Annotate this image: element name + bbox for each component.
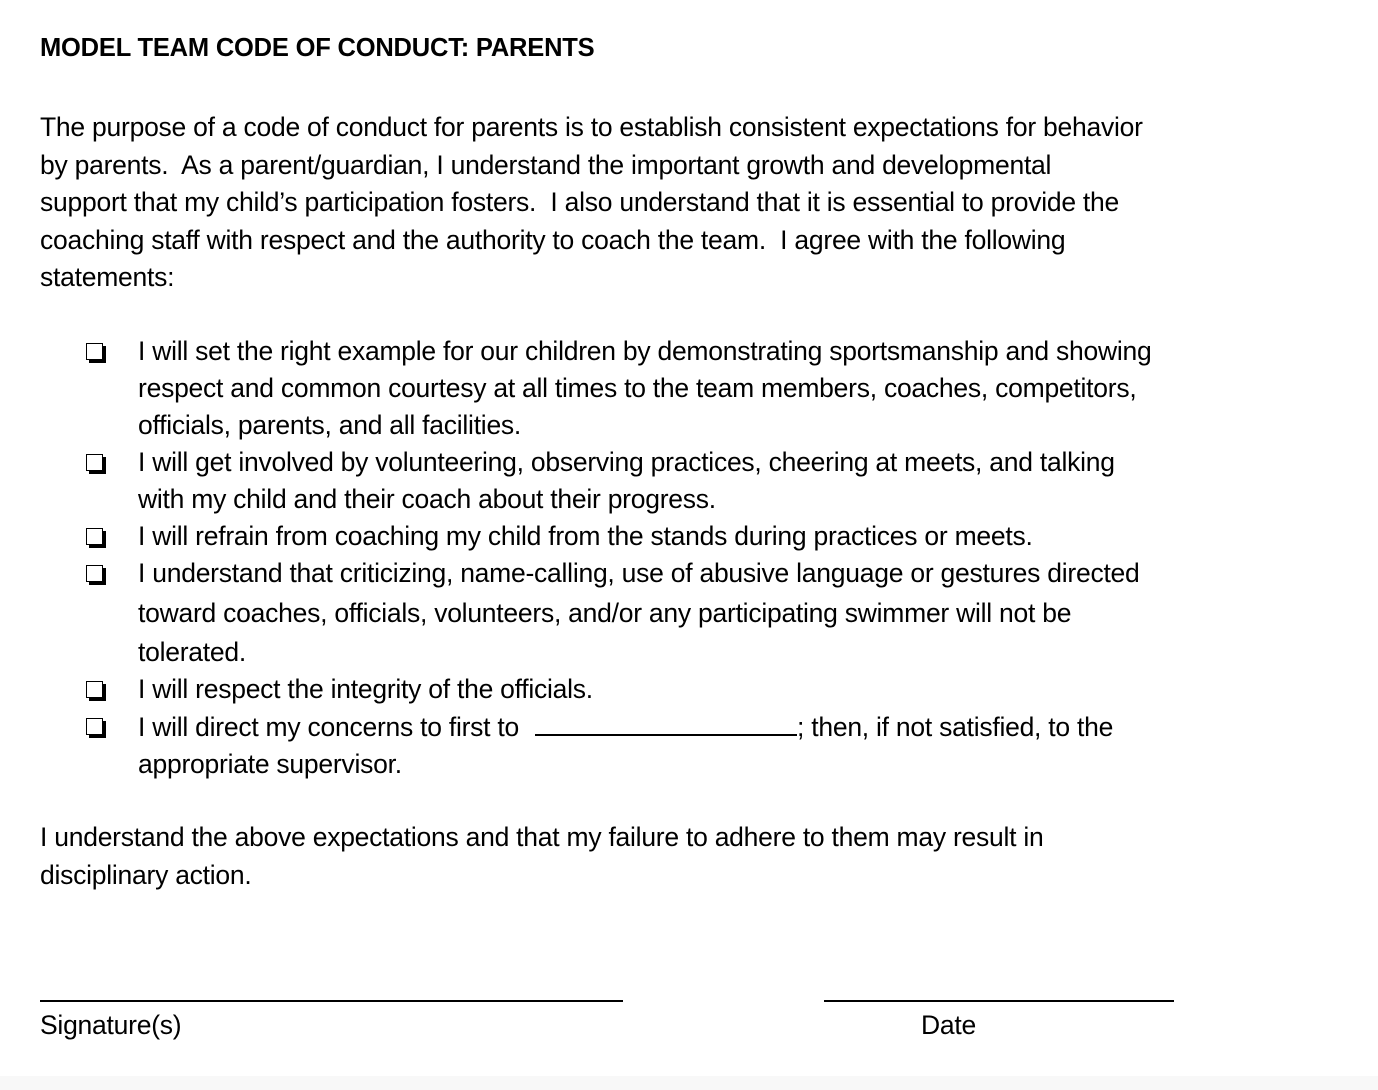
statement-item-no-coaching <box>84 518 1364 555</box>
intro-line: statements: <box>40 262 175 292</box>
checkbox-icon[interactable] <box>86 528 103 545</box>
intro-paragraph <box>40 109 1143 297</box>
closing-line: I understand the above expectations and that my failure to adhere to them may result in <box>40 822 1044 852</box>
intro-line: coaching staff with respect and the authority to coach the team. I agree with the following <box>40 224 1066 255</box>
checkbox-icon[interactable] <box>86 718 103 735</box>
intro-line: by parents. As a parent/guardian, I understand the important growth and developmental <box>40 149 1052 180</box>
statement-item-no-abuse <box>84 555 1364 671</box>
intro-line: support that my child’s participation fosters. I also understand that it is essential to provide the <box>40 187 1120 217</box>
checkbox-icon[interactable] <box>86 343 103 360</box>
concerns-text-after: ; then, if not satisfied, to the <box>797 712 1114 742</box>
statement-line <box>138 708 1364 746</box>
signature-line[interactable] <box>40 1000 623 1002</box>
checkbox-icon[interactable] <box>86 565 103 582</box>
statement-item-sportsmanship <box>84 333 1364 444</box>
statement-line: officials, parents, and all facilities. <box>138 410 522 440</box>
contact-blank-field[interactable] <box>535 708 797 736</box>
statement-line: appropriate supervisor. <box>138 749 402 779</box>
statement-item-involvement <box>84 444 1364 518</box>
intro-line: The purpose of a code of conduct for parents is to establish consistent expectations for behavior <box>40 112 1143 142</box>
statement-item-concerns <box>84 708 1364 783</box>
closing-line: disciplinary action. <box>40 859 252 890</box>
statement-line: I understand that criticizing, name-calling, use of abusive language or gestures directed <box>138 558 1140 588</box>
signature-label: Signature(s) <box>40 1010 182 1040</box>
date-line[interactable] <box>824 1000 1174 1002</box>
statement-line: I will refrain from coaching my child from the stands during practices or meets. <box>138 521 1033 551</box>
date-label: Date <box>921 1010 976 1040</box>
statement-line: I will respect the integrity of the officials. <box>138 674 593 704</box>
checkbox-icon[interactable] <box>86 681 103 698</box>
checkbox-icon[interactable] <box>86 454 103 471</box>
statement-line: toward coaches, officials, volunteers, and/or any participating swimmer will not be <box>138 598 1072 628</box>
document-title: MODEL TEAM CODE OF CONDUCT: PARENTS <box>40 34 595 62</box>
concerns-text-before: I will direct my concerns to first to <box>138 712 519 742</box>
statement-line: I will set the right example for our children by demonstrating sportsmanship and showing <box>138 336 1152 366</box>
statement-item-integrity <box>84 671 1364 708</box>
statement-line: tolerated. <box>138 637 246 667</box>
statement-checklist <box>84 333 1364 783</box>
statement-line: I will get involved by volunteering, observing practices, cheering at meets, and talking <box>138 447 1115 477</box>
page-bottom-band <box>0 1076 1378 1090</box>
statement-line: with my child and their coach about their progress. <box>138 484 716 514</box>
closing-paragraph <box>40 819 1044 894</box>
statement-line: respect and common courtesy at all times to the team members, coaches, competitors, <box>138 373 1137 403</box>
